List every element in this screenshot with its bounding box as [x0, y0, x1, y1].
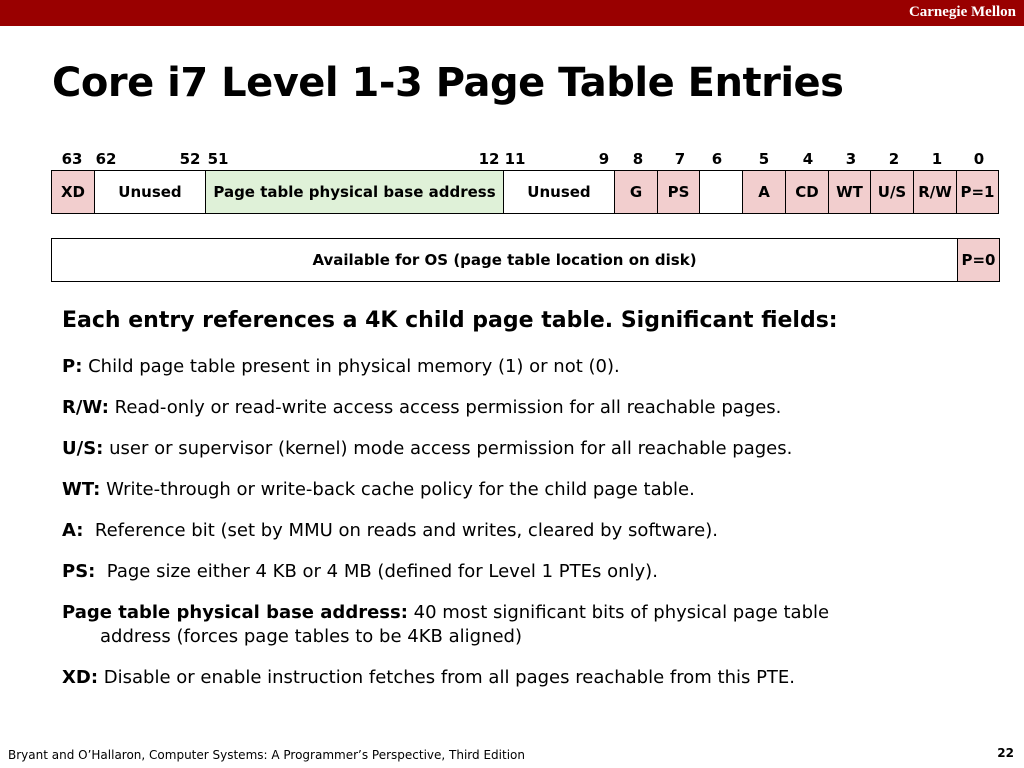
pte-field-label: PS	[667, 183, 690, 201]
bit-number: 51	[207, 150, 229, 168]
field-description-xd	[62, 666, 962, 690]
pte-field-label: U/S	[877, 183, 907, 201]
field-key: Page table physical base address:	[62, 602, 408, 623]
bit-number: 1	[931, 150, 943, 168]
pte-field-bit6	[699, 170, 743, 214]
field-key: P:	[62, 356, 83, 377]
pte-field-p0	[957, 238, 1000, 282]
pte-field-label: G	[629, 183, 643, 201]
pte-field-label: A	[758, 183, 770, 201]
field-text: Write-through or write-back cache policy for the child page table.	[100, 479, 695, 500]
pte-field-unused-high	[94, 170, 206, 214]
pte-field-xd	[51, 170, 95, 214]
footer-citation: Bryant and O’Hallaron, Computer Systems: A Programmer’s Perspective, Third Edition	[8, 748, 525, 762]
field-description-ps	[62, 560, 962, 584]
field-text: Child page table present in physical memory (1) or not (0).	[82, 356, 620, 377]
pte-field-g	[614, 170, 658, 214]
bit-number: 12	[478, 150, 500, 168]
field-text: 40 most significant bits of physical page table	[407, 602, 830, 623]
field-key: A:	[62, 520, 84, 541]
pte-field-label: WT	[836, 183, 863, 201]
bit-number: 52	[179, 150, 201, 168]
bit-number: 4	[802, 150, 814, 168]
page-number: 22	[997, 746, 1014, 760]
bit-number: 62	[95, 150, 117, 168]
field-description-rw	[62, 396, 962, 420]
field-key: R/W:	[62, 397, 109, 418]
field-key: XD:	[62, 667, 99, 688]
pte-field-label: R/W	[918, 183, 952, 201]
pte-field-unused-low	[503, 170, 615, 214]
field-text-continuation: address (forces page tables to be 4KB aligned)	[100, 626, 522, 647]
pte-field-label: P=1	[960, 183, 995, 201]
field-text: Reference bit (set by MMU on reads and writes, cleared by software).	[83, 520, 719, 541]
field-description-wt	[62, 478, 962, 502]
pte-field-label: P=0	[961, 251, 996, 269]
bit-number: 5	[758, 150, 770, 168]
bit-number: 0	[973, 150, 985, 168]
bit-number: 8	[632, 150, 644, 168]
bit-number: 6	[711, 150, 723, 168]
field-text: Read-only or read-write access access permission for all reachable pages.	[108, 397, 782, 418]
field-text: user or supervisor (kernel) mode access permission for all reachable pages.	[103, 438, 793, 459]
brand-label: Carnegie Mellon	[908, 4, 1016, 20]
pte-field-a	[742, 170, 786, 214]
field-description-p	[62, 355, 962, 379]
pte-field-label: XD	[60, 183, 86, 201]
pte-field-label: CD	[795, 183, 819, 201]
pte-available-os	[51, 238, 958, 282]
field-text: Page size either 4 KB or 4 MB (defined for Level 1 PTEs only).	[95, 561, 658, 582]
pte-field-p1	[956, 170, 999, 214]
pte-field-label: Page table physical base address	[213, 183, 496, 201]
bit-number: 2	[888, 150, 900, 168]
field-key: U/S:	[62, 438, 104, 459]
pte-field-wt	[828, 170, 871, 214]
pte-field-ps	[657, 170, 700, 214]
field-text: Disable or enable instruction fetches from all pages reachable from this PTE.	[98, 667, 796, 688]
bit-number: 63	[61, 150, 83, 168]
pte-field-label: Unused	[118, 183, 182, 201]
pte-field-label: Unused	[527, 183, 591, 201]
field-key: PS:	[62, 561, 96, 582]
bit-number: 11	[504, 150, 526, 168]
field-description-base-address	[62, 601, 962, 649]
bit-number: 9	[598, 150, 610, 168]
field-description-a	[62, 519, 962, 543]
pte-field-us	[870, 170, 914, 214]
pte-available-label: Available for OS (page table location on disk)	[312, 251, 697, 269]
header-bar	[0, 0, 1024, 26]
field-description-us	[62, 437, 962, 461]
pte-field-rw	[913, 170, 957, 214]
bit-number: 3	[845, 150, 857, 168]
slide-title: Core i7 Level 1-3 Page Table Entries	[52, 60, 844, 106]
bit-number: 7	[674, 150, 686, 168]
fields-heading: Each entry references a 4K child page table. Significant fields:	[62, 308, 838, 333]
pte-field-base-address	[205, 170, 504, 214]
pte-field-cd	[785, 170, 829, 214]
field-key: WT:	[62, 479, 101, 500]
